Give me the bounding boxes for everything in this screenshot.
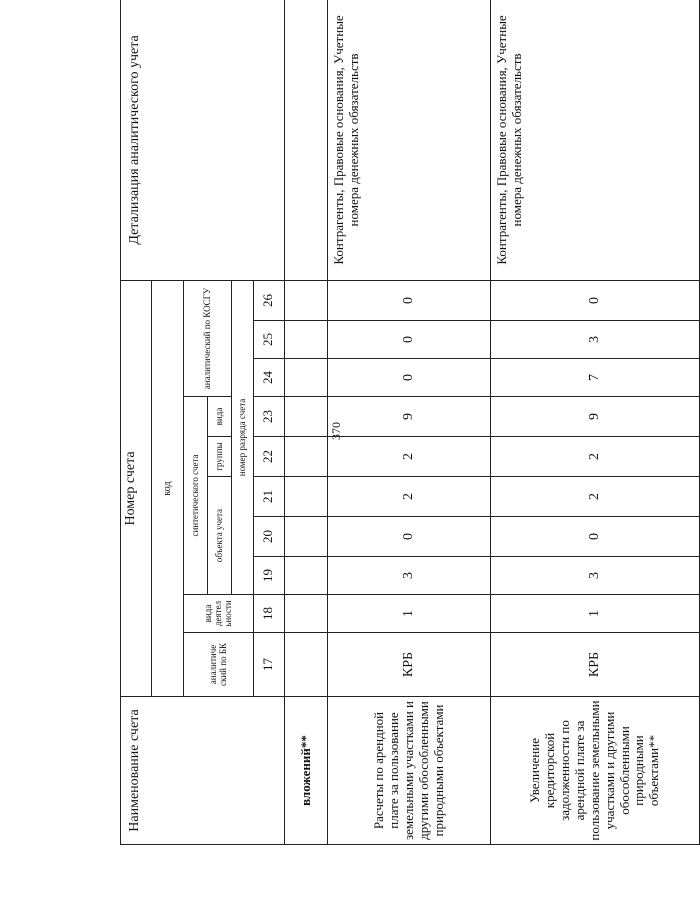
- table-row: [328, 0, 491, 845]
- rotated-table-wrapper: [120, 0, 700, 845]
- row-detail: Контрагенты, Правовые основания, Учетные номера денежных обязательств: [328, 0, 491, 280]
- cell-22: 2: [491, 437, 700, 477]
- activity-type-header: вида деятел ьности: [183, 595, 253, 633]
- cell-18: 1: [491, 595, 700, 633]
- cell-26: 0: [491, 280, 700, 320]
- digit-21: 21: [253, 477, 284, 517]
- row-name: Увеличение кредиторской задолженности по арендной плате за пользование земельными участками и другими обособленными природными объектами**: [491, 697, 700, 845]
- cell-25: [285, 321, 328, 359]
- cell-21: 2: [328, 477, 491, 517]
- group-header: группы: [207, 437, 231, 477]
- digit-number-header: номер разряда счета: [231, 280, 253, 594]
- account-table: [120, 0, 700, 845]
- cell-26: 0: [328, 280, 491, 320]
- cell-19: 3: [328, 557, 491, 595]
- digit-26: 26: [253, 280, 284, 320]
- row-name: Расчеты по арендной плате за пользование земельными участками и другими обособленными природными объектами: [328, 697, 491, 845]
- kind-header: вида: [207, 397, 231, 437]
- cell-22: 2: [328, 437, 491, 477]
- cell-18: 1: [328, 595, 491, 633]
- cell-21: [285, 477, 328, 517]
- digit-19: 19: [253, 557, 284, 595]
- cell-19: 3: [491, 557, 700, 595]
- detail-column-header: Детализация аналитического учета: [121, 0, 285, 280]
- table-row: [285, 0, 328, 845]
- cell-20: [285, 517, 328, 557]
- digit-25: 25: [253, 321, 284, 359]
- cell-24: [285, 359, 328, 397]
- table-row: [491, 0, 700, 845]
- name-column-header: Наименование счета: [121, 697, 285, 845]
- account-number-header: Номер счета: [121, 280, 152, 696]
- row-detail: Контрагенты, Правовые основания, Учетные номера денежных обязательств: [491, 0, 700, 280]
- analytic-kosgu-header: аналитический по КОСГУ: [183, 280, 231, 396]
- cell-24: 0: [328, 359, 491, 397]
- cell-26: [285, 280, 328, 320]
- cell-17: КРБ: [328, 633, 491, 697]
- cell-17: КРБ: [491, 633, 700, 697]
- digit-18: 18: [253, 595, 284, 633]
- cell-19: [285, 557, 328, 595]
- analytic-bk-header: аналитиче ский по БК: [183, 633, 253, 697]
- digit-23: 23: [253, 397, 284, 437]
- digit-20: 20: [253, 517, 284, 557]
- cell-23: [285, 397, 328, 437]
- digit-24: 24: [253, 359, 284, 397]
- digit-17: 17: [253, 633, 284, 697]
- digit-22: 22: [253, 437, 284, 477]
- cell-25: 0: [328, 321, 491, 359]
- cell-23: 9: [328, 397, 491, 437]
- cell-25: 3: [491, 321, 700, 359]
- cell-20: 0: [328, 517, 491, 557]
- cell-23: 9: [491, 397, 700, 437]
- synthetic-account-header: синтетического счета: [183, 397, 207, 595]
- cell-22: [285, 437, 328, 477]
- cell-18: [285, 595, 328, 633]
- cell-20: 0: [491, 517, 700, 557]
- page-number: 370: [329, 422, 343, 440]
- code-header: код: [152, 280, 183, 696]
- cell-21: 2: [491, 477, 700, 517]
- object-header: объекта учета: [207, 477, 231, 595]
- row-detail: [285, 0, 328, 280]
- cell-17: [285, 633, 328, 697]
- row-name: вложений**: [285, 697, 328, 845]
- cell-24: 7: [491, 359, 700, 397]
